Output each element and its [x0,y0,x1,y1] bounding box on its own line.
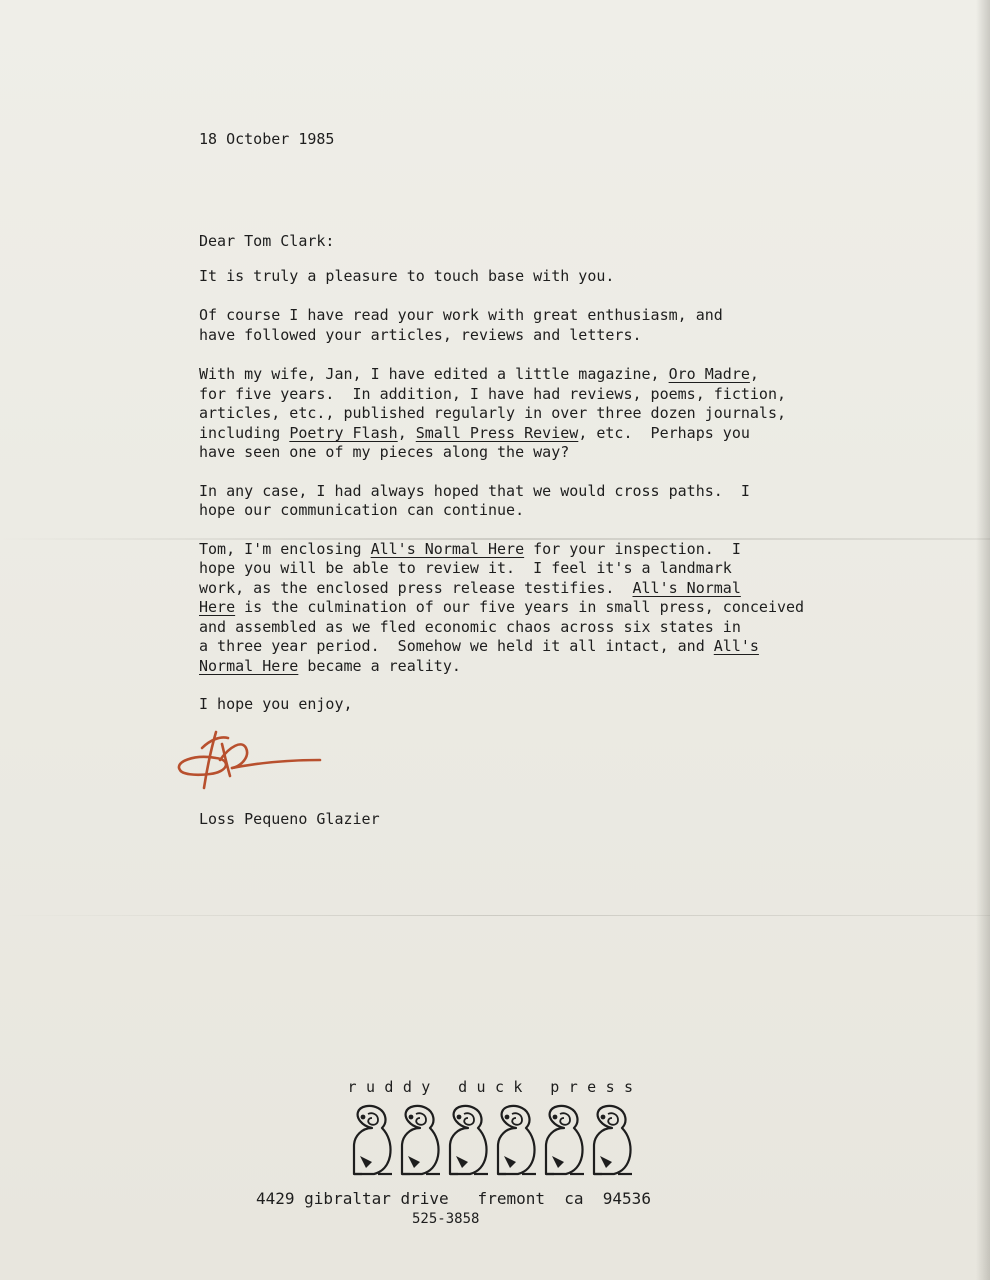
letterhead-phone: 525-3858 [412,1211,480,1227]
letter-date: 18 October 1985 [199,130,335,148]
magazine-title-oro-madre: Oro Madre [668,365,750,383]
text-run: , [397,424,416,442]
book-title-part: Here [199,598,236,616]
paragraph-5-line-2: hope you will be able to review it. I feel it's a landmark [199,559,732,577]
duck-logo [344,1102,644,1182]
letterhead-press-name: ruddy duck press [347,1078,643,1096]
paragraph-3-line-1 [199,365,759,385]
text-run: Tom, I'm enclosing [199,540,371,558]
paragraph-3-line-2: for five years. In addition, I have had reviews, poems, fiction, [199,385,786,403]
book-title-part: Normal Here [199,657,299,675]
text-run: including [199,424,290,442]
paragraph-2-line-2: have followed your articles, reviews and letters. [199,326,642,344]
signatory-name: Loss Pequeno Glazier [199,810,380,828]
book-title-part: All's Normal [632,579,741,597]
text-run: , [749,365,759,383]
paragraph-3-line-5: have seen one of my pieces along the way? [199,443,570,461]
paragraph-5-line-7 [199,657,461,677]
paragraph-4-line-1: In any case, I had always hoped that we would cross paths. I [199,482,750,500]
handwritten-signature [172,726,332,794]
paragraph-4-line-2: hope our communication can continue. [199,501,525,519]
paragraph-5-line-5: and assembled as we fled economic chaos across six states in [199,618,741,636]
closing: I hope you enjoy, [199,695,353,713]
text-run: , etc. Perhaps you [578,424,750,442]
journal-title-poetry-flash: Poetry Flash [289,424,398,442]
paper-fold-lower [0,915,990,916]
letterhead-address: 4429 gibraltar drive fremont ca 94536 [256,1189,651,1208]
paragraph-3-line-4 [199,424,750,444]
book-title-part: All's [713,637,759,655]
paragraph-5-line-3 [199,579,741,599]
paragraph-1: It is truly a pleasure to touch base with you. [199,267,615,285]
paragraph-3-line-3: articles, etc., published regularly in over three dozen journals, [199,404,786,422]
journal-title-small-press-review: Small Press Review [415,424,579,442]
paragraph-5-line-6 [199,637,759,657]
text-run: for your inspection. I [524,540,741,558]
text-run: became a reality. [298,657,461,675]
paragraph-5-line-4 [199,598,804,618]
salutation: Dear Tom Clark: [199,232,335,250]
text-run: is the culmination of our five years in small press, conceived [235,598,805,616]
book-title-alls-normal-here: All's Normal Here [370,540,525,558]
paragraph-2-line-1: Of course I have read your work with great enthusiasm, and [199,306,723,324]
paragraph-5-line-1 [199,540,741,560]
text-run: With my wife, Jan, I have edited a little magazine, [199,365,669,383]
text-run: a three year period. Somehow we held it all intact, and [199,637,714,655]
text-run: work, as the enclosed press release testifies. [199,579,633,597]
